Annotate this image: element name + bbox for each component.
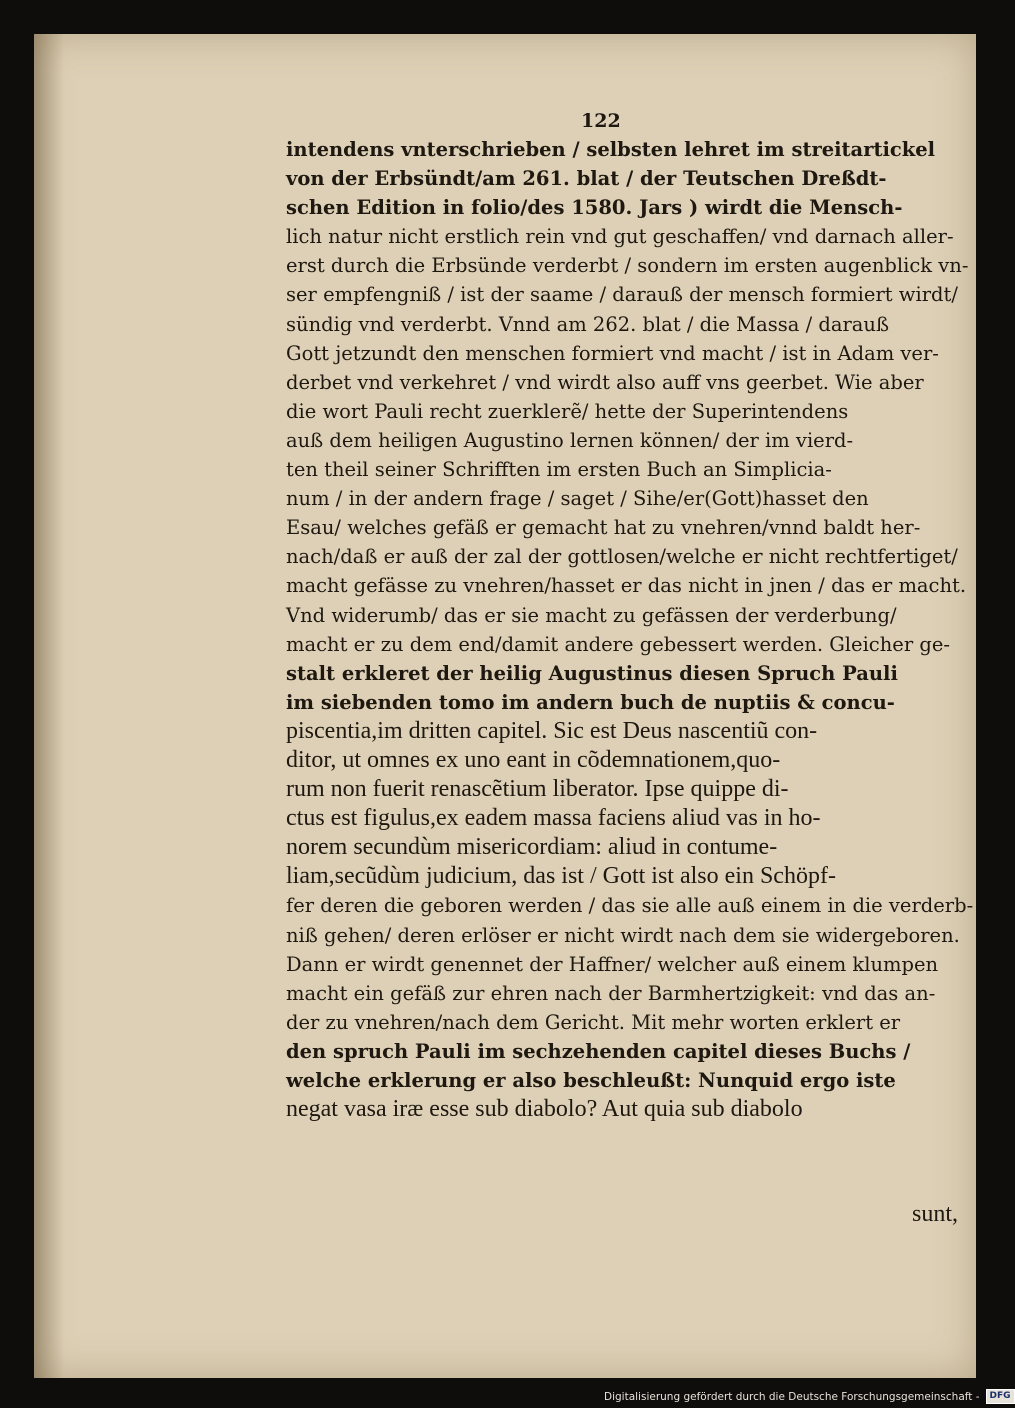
text-line: stalt erkleret der heilig Augustinus diesen Spruch Pauli (286, 661, 898, 685)
text-line: negat vasa iræ esse sub diabolo? Aut quia sub diabolo (286, 1096, 803, 1123)
text-line: ditor, ut omnes ex uno eant in cõdemnationem,quo- (286, 746, 781, 773)
text-line: nach/daß er auß der zal der gottlosen/welche er nicht rechtfertiget/ (286, 545, 958, 569)
text-line: von der Erbsündt/am 261. blat / der Teutschen Dreßdt- (286, 167, 887, 191)
text-line: derbet vnd verkehret / vnd wirdt also auff vns geerbet. Wie aber (286, 370, 924, 394)
text-line: niß gehen/ deren erlöser er nicht wirdt nach dem sie widergeboren. (286, 923, 960, 947)
text-line: Gott jetzundt den menschen formiert vnd macht / ist in Adam ver- (286, 341, 939, 365)
text-line: schen Edition in folio/des 1580. Jars ) wirdt die Mensch- (286, 196, 903, 220)
footer-text: Digitalisierung gefördert durch die Deutsche Forschungsgemeinschaft - (604, 1390, 980, 1403)
text-line: macht gefässe zu vnehren/hasset er das nicht in jnen / das er macht. (286, 574, 967, 598)
text-block (286, 135, 978, 1124)
footer-credit (604, 1389, 1011, 1404)
text-line: sündig vnd verderbt. Vnnd am 262. blat / die Massa / darauß (286, 312, 889, 336)
text-line: die wort Pauli recht zuerklerẽ/ hette der Superintendens (286, 399, 849, 423)
page-number: 122 (581, 110, 621, 132)
text-line: fer deren die geboren werden / das sie alle auß einem in die verderb- (286, 894, 974, 918)
book-page (34, 34, 976, 1378)
text-line: den spruch Pauli im sechzehenden capitel dieses Buchs / (286, 1039, 911, 1063)
text-line: im siebenden tomo im andern buch de nuptiis & concu- (286, 690, 895, 714)
text-line: norem secundùm misericordiam: aliud in contume- (286, 834, 778, 861)
text-line: macht ein gefäß zur ehren nach der Barmhertzigkeit: vnd das an- (286, 981, 936, 1005)
text-line: Esau/ welches gefäß er gemacht hat zu vnehren/vnnd baldt her- (286, 516, 921, 540)
text-line: Vnd widerumb/ das er sie macht zu gefässen der verderbung/ (286, 603, 897, 627)
text-line: lich natur nicht erstlich rein vnd gut geschaffen/ vnd darnach aller- (286, 225, 954, 249)
text-line: der zu vnehren/nach dem Gericht. Mit mehr worten erklert er (286, 1010, 901, 1034)
text-line: rum non fuerit renascẽtium liberator. Ipse quippe di- (286, 776, 789, 803)
text-line: ten theil seiner Schrifften im ersten Buch an Simplicia- (286, 458, 832, 482)
text-line: ctus est figulus,ex eadem massa faciens aliud vas in ho- (286, 805, 821, 832)
dfg-logo-icon: DFG (986, 1389, 1015, 1404)
spine-shadow (34, 34, 64, 1378)
text-line: auß dem heiligen Augustino lernen können/ der im vierd- (286, 428, 854, 452)
text-line: piscentia,im dritten capitel. Sic est Deus nascentiũ con- (286, 717, 818, 744)
catchword: sunt, (912, 1201, 959, 1227)
text-line: ser empfengniß / ist der saame / darauß der mensch formiert wirdt/ (286, 283, 958, 307)
text-line: welche erklerung er also beschleußt: Nunquid ergo iste (286, 1069, 896, 1092)
text-line: num / in der andern frage / saget / Sihe/er(Gott)hasset den (286, 487, 869, 511)
text-line: erst durch die Erbsünde verderbt / sondern im ersten augenblick vn- (286, 254, 969, 278)
text-line: macht er zu dem end/damit andere gebessert werden. Gleicher ge- (286, 632, 950, 656)
text-line: Dann er wirdt genennet der Haffner/ welcher auß einem klumpen (286, 952, 939, 976)
text-line: liam,secũdùm judicium, das ist / Gott ist also ein Schöpf- (286, 863, 836, 890)
text-line: intendens vnterschrieben / selbsten lehret im streitartickel (286, 138, 936, 161)
